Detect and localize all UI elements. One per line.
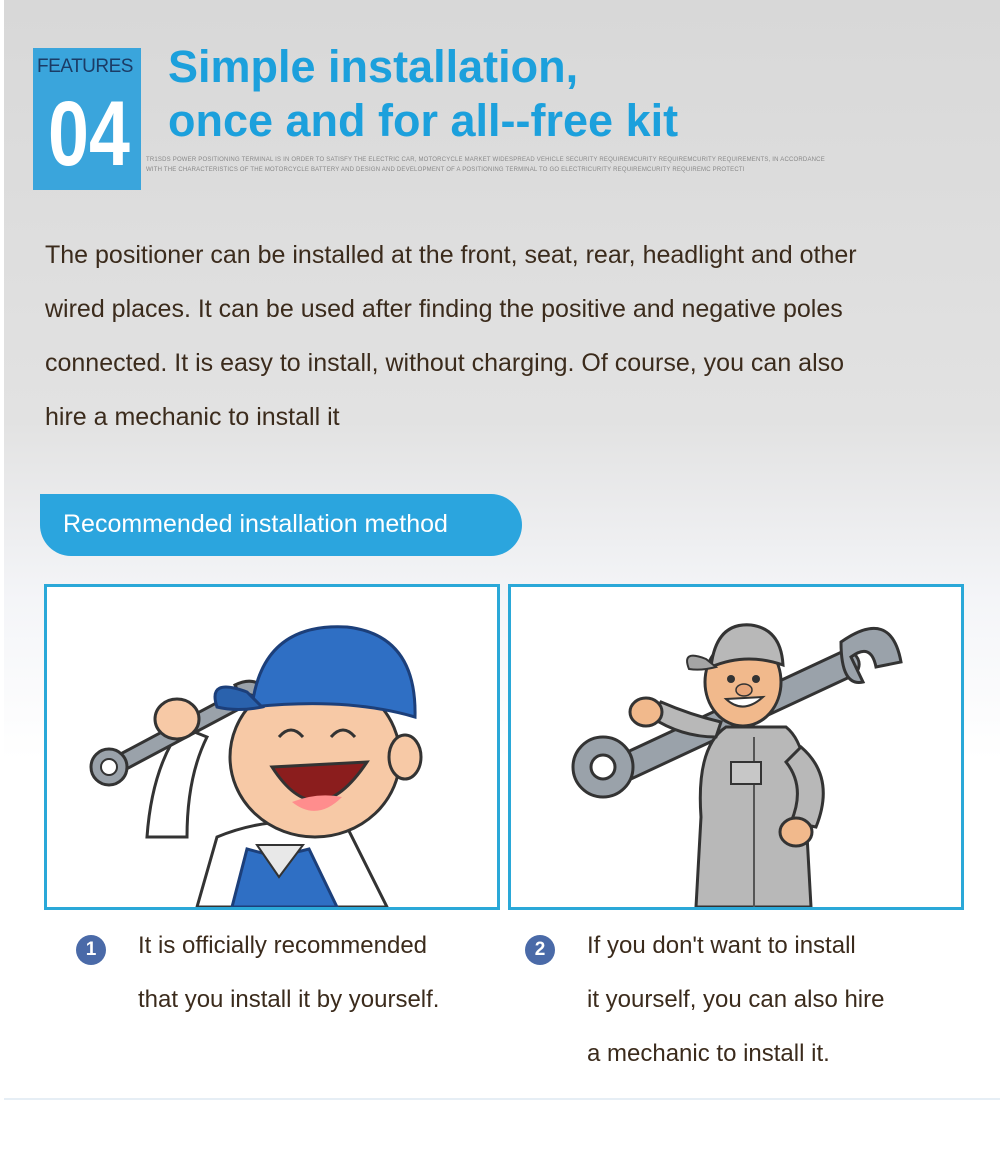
fine-print-line-1: TR1SDS POWER POSITIONING TERMINAL IS IN ORDER TO SATISFY THE ELECTRIC CAR, MOTORCYCLE MARKET WIDESPREAD VEHICLE SECURITY REQUIREMCURITY REQUIREMCURITY REQUIREMENTS, IN ACCORDANCE [146, 157, 825, 163]
title-line-2: once and for all--free kit [168, 95, 679, 146]
method-heading-label: Recommended installation method [63, 510, 448, 538]
title-line-1: Simple installation, [168, 41, 579, 92]
description-line-2: wired places. It can be used after finding the positive and negative poles [45, 295, 843, 323]
features-label: FEATURES [37, 56, 133, 77]
description-line-4: hire a mechanic to install it [45, 403, 340, 431]
description [45, 228, 965, 444]
step-1-line-2: that you install it by yourself. [138, 986, 440, 1013]
step-2-line-2: it yourself, you can also hire [587, 986, 885, 1013]
illustration-frame-1 [44, 584, 500, 910]
step-2-text [587, 919, 884, 1081]
step-2 [525, 932, 884, 1081]
step-1 [76, 932, 439, 1027]
step-1-text [138, 919, 439, 1027]
step-1-line-1: It is officially recommended [138, 932, 428, 959]
fine-print-line-2: WITH THE CHARACTERISTICS OF THE MOTORCYCLE BATTERY AND DESIGN AND DEVELOPMENT OF A POSITIONING TERMINAL TO GO ELECTRICURITY REQUIREMCURITY REQUIREMC PROTECTI [146, 167, 745, 173]
fine-print [146, 155, 866, 175]
boy-with-wrench-illustration [47, 587, 497, 907]
bottom-divider [4, 1098, 1000, 1100]
page-title [168, 40, 678, 148]
illustration-frame-2 [508, 584, 964, 910]
method-heading-pill [40, 494, 522, 556]
mechanic-with-wrench-illustration [511, 587, 961, 907]
feature-number: 04 [48, 83, 130, 185]
step-number-badge: 2 [525, 935, 555, 965]
description-line-3: connected. It is easy to install, without charging. Of course, you can also [45, 349, 845, 377]
features-badge [33, 48, 141, 190]
step-2-line-1: If you don't want to install [587, 932, 856, 959]
step-number-badge: 1 [76, 935, 106, 965]
step-2-line-3: a mechanic to install it. [587, 1040, 830, 1067]
description-line-1: The positioner can be installed at the front, seat, rear, headlight and other [45, 241, 857, 269]
